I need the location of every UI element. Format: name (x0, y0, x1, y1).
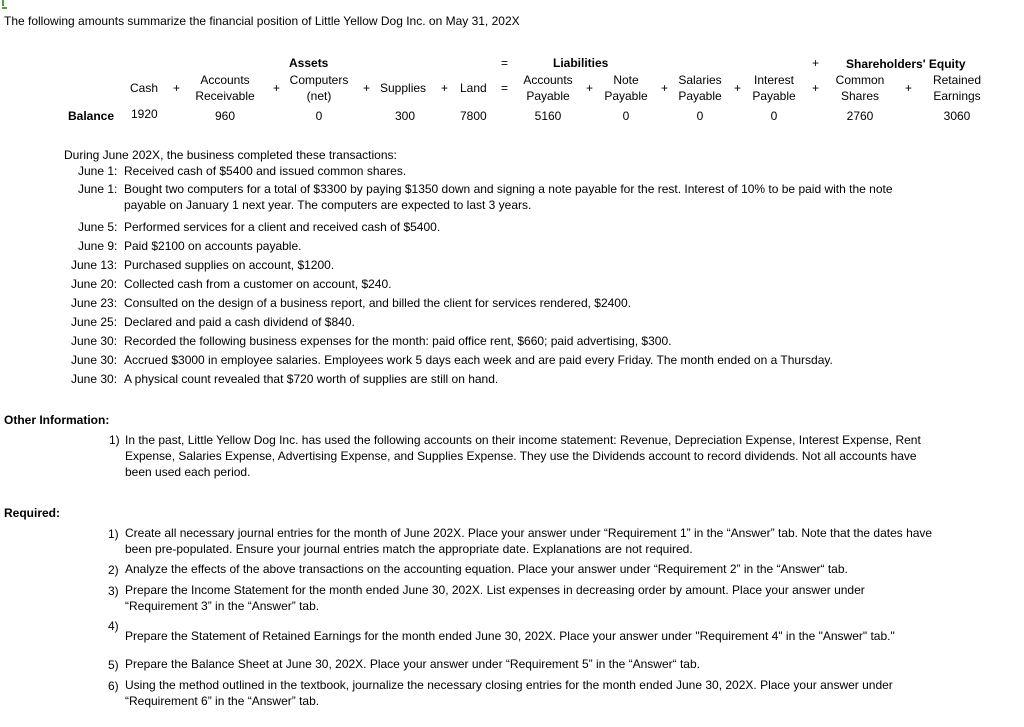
txn-text: Performed services for a client and received cash of $5400. (124, 220, 441, 234)
txn-text: Recorded the following business expenses for the month: paid office rent, $660; paid advertising, $300. (124, 334, 672, 348)
req-num: 3) (108, 584, 119, 598)
plus-6: + (661, 81, 669, 95)
balance-cash: 1920 (131, 107, 158, 121)
balance-np: 0 (622, 109, 630, 123)
col-cs-1: Common (835, 73, 885, 87)
req-line: Prepare the Balance Sheet at June 30, 202X. Place your answer under “Requirement 5” in the “Answer“ tab. (125, 657, 700, 671)
col-re-1: Retained (932, 73, 982, 87)
txn-date: June 25: (71, 315, 118, 329)
col-comp-1: Computers (289, 73, 349, 87)
col-ap-2: Payable (526, 89, 570, 103)
txn-text: Accrued $3000 in employee salaries. Employees work 5 days each week and are paid every Friday. The month ended on a Thursday. (124, 353, 833, 367)
req-num: 6) (108, 679, 119, 693)
plus-4: + (441, 81, 449, 95)
other-info-heading: Other Information: (4, 413, 110, 427)
equals-sign: = (501, 81, 509, 95)
balance-land: 7800 (460, 109, 487, 123)
balance-sp: 0 (696, 109, 704, 123)
txn-text: Declared and paid a cash dividend of $840. (124, 315, 355, 329)
req-num: 1) (108, 527, 119, 541)
plus-1: + (173, 81, 181, 95)
txn-text: Consulted on the design of a business report, and billed the client for services rendered, $2400. (124, 296, 631, 310)
col-np-2: Payable (604, 89, 648, 103)
plus-sign-top: + (812, 56, 820, 70)
col-comp-2: (net) (306, 89, 332, 103)
col-cs-2: Shares (840, 89, 880, 103)
req-line: “Requirement 3” in the “Answer” tab. (125, 599, 320, 613)
plus-8: + (812, 81, 820, 95)
cell-cursor-mark (2, 0, 4, 6)
equals-sign-top: = (501, 56, 509, 70)
req-num: 2) (108, 563, 119, 577)
req-line: been pre-populated. Ensure your journal entries match the appropriate date. Explanations are not required. (125, 542, 693, 556)
balance-cs: 2760 (846, 109, 874, 123)
txn-date: June 30: (71, 372, 118, 386)
other-info-num: 1) (109, 433, 120, 447)
txn-date: June 23: (71, 296, 118, 310)
liabilities-header: Liabilities (553, 56, 609, 70)
assets-header: Assets (289, 56, 329, 70)
col-ap-1: Accounts (523, 73, 573, 87)
balance-computers: 0 (315, 109, 323, 123)
txn-date: June 20: (71, 277, 118, 291)
col-supplies: Supplies (380, 81, 427, 95)
req-line: Analyze the effects of the above transactions on the accounting equation. Place your answer under “Requirement 2” in the “Answer“ tab. (125, 562, 848, 576)
col-land: Land (460, 81, 487, 95)
txn-text: Collected cash from a customer on account, $240. (124, 277, 392, 291)
plus-9: + (905, 81, 913, 95)
txn-date: June 1: (78, 182, 118, 196)
txn-text: Received cash of $5400 and issued common shares. (124, 164, 407, 178)
txn-date: June 13: (71, 258, 118, 272)
txn-text-cont: payable on January 1 next year. The computers are expected to last 3 years. (124, 198, 532, 212)
balance-ar: 960 (214, 109, 236, 123)
other-info-line: Expense, Salaries Expense, Advertising Expense, and Supplies Expense. They use the Dividends account to record dividends. Not all accounts have (125, 449, 917, 463)
required-heading: Required: (4, 506, 61, 520)
plus-7: + (734, 81, 742, 95)
plus-5: + (586, 81, 594, 95)
col-re-2: Earnings (933, 89, 981, 103)
transactions-heading: During June 202X, the business completed these transactions: (64, 148, 397, 162)
req-num: 4) (108, 619, 119, 633)
col-cash: Cash (130, 81, 159, 95)
col-ar-2: Receivable (195, 89, 255, 103)
equity-header: Shareholders' Equity (846, 57, 966, 71)
balance-re: 3060 (943, 109, 971, 123)
plus-2: + (273, 81, 281, 95)
intro-text: The following amounts summarize the financial position of Little Yellow Dog Inc. on May 31, 202X (4, 14, 520, 28)
balance-ip: 0 (770, 109, 778, 123)
balance-ap: 5160 (534, 109, 562, 123)
req-line: Create all necessary journal entries for the month of June 202X. Place your answer under “Requirement 1” in the “Answer” tab. Note that the dates have (125, 526, 933, 540)
req-line: “Requirement 6” in the “Answer” tab. (125, 694, 320, 708)
txn-date: June 30: (71, 334, 118, 348)
plus-3: + (363, 81, 371, 95)
req-line: Prepare the Statement of Retained Earnings for the month ended June 30, 202X. Place your answer under "Requirement 4" in the "Answer" tab." (125, 629, 895, 643)
other-info-line: In the past, Little Yellow Dog Inc. has used the following accounts on their income statement: Revenue, Depreciation Expense, Interest Expense, Rent (125, 433, 921, 447)
txn-date: June 9: (78, 239, 118, 253)
col-sp-2: Payable (678, 89, 722, 103)
col-ar-1: Accounts (200, 73, 250, 87)
col-ip-1: Interest (753, 73, 795, 87)
req-num: 5) (108, 658, 119, 672)
txn-text: Paid $2100 on accounts payable. (124, 239, 302, 253)
txn-date: June 5: (78, 220, 118, 234)
txn-text: Purchased supplies on account, $1200. (124, 258, 335, 272)
txn-date: June 30: (71, 353, 118, 367)
req-line: Prepare the Income Statement for the month ended June 30, 202X. List expenses in decreasing order by amount. Place your answer under (125, 583, 865, 597)
txn-text: Bought two computers for a total of $3300 by paying $1350 down and signing a note payable for the rest. Interest of 10% to be paid with the note (124, 182, 893, 196)
col-np-1: Note (613, 73, 639, 87)
other-info-line: been used each period. (125, 465, 251, 479)
balance-supplies: 300 (394, 109, 416, 123)
balance-label: Balance (68, 109, 115, 123)
txn-text: A physical count revealed that $720 worth of supplies are still on hand. (124, 372, 499, 386)
req-line: Using the method outlined in the textbook, journalize the necessary closing entries for the month ended June 30, 202X. Place your answer under (125, 678, 893, 692)
col-ip-2: Payable (752, 89, 796, 103)
cell-cursor-mark-foot (2, 7, 7, 9)
txn-date: June 1: (78, 164, 118, 178)
col-sp-1: Salaries (678, 73, 722, 87)
